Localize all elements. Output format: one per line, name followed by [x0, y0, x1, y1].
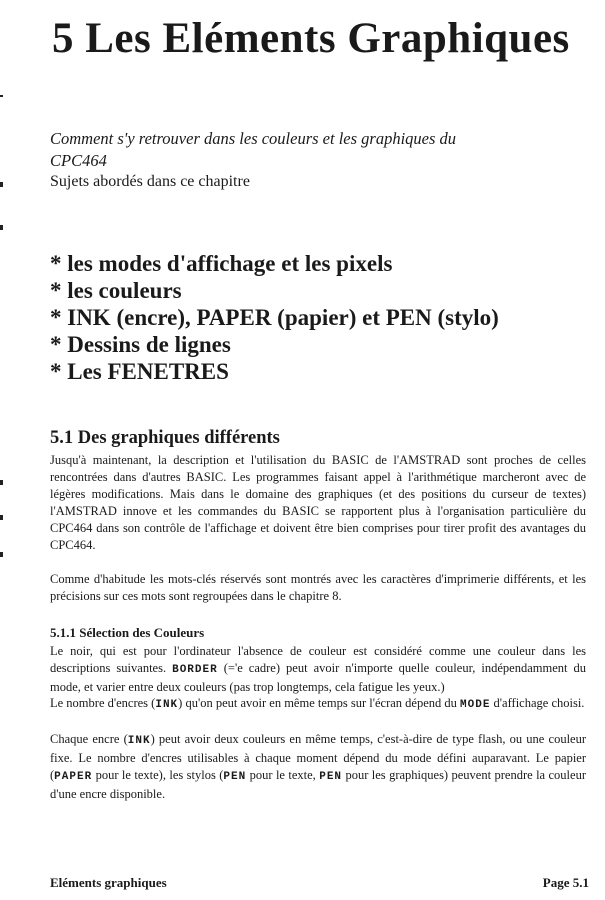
keyword: PEN — [223, 771, 247, 783]
paragraph-text: pour les graphiques) peuvent prendre la couleur d'une encre disponible. — [50, 768, 586, 801]
subsection-paragraph — [50, 695, 586, 714]
intro-line-1: Comment s'y retrouver dans les couleurs et les graphiques du — [50, 129, 457, 148]
paragraph-text: Chaque encre ( — [50, 732, 128, 746]
paragraph-text: Le nombre d'encres ( — [50, 696, 156, 710]
paragraph-text: pour le texte), les stylos ( — [92, 768, 224, 782]
section-heading: 5.1 Des graphiques différents — [50, 428, 280, 448]
paragraph-text: d'affichage choisi. — [490, 696, 585, 710]
topic-list — [50, 250, 499, 385]
chapter-title: 5 Les Eléments Graphiques — [52, 15, 570, 62]
section-paragraph: Comme d'habitude les mots-clés réservés sont montrés avec les caractères d'imprimerie différents, et les précisions sur ces mots sont regroupées dans le chapitre 8. — [50, 572, 586, 603]
topic-item: * Dessins de lignes — [50, 332, 231, 357]
keyword: INK — [155, 699, 179, 711]
paragraph-text: ) peut avoir deux couleurs en même temps, c'est-à-dire de type flash, ou une couleur fixe. Le nombre d'encres utilisables à chaque moment dépend du mode défini auparavant. Le papier ( — [50, 732, 586, 782]
scan-edge-mark — [0, 480, 3, 485]
keyword: PAPER — [54, 771, 93, 783]
subsection-paragraph — [50, 731, 586, 803]
keyword: BORDER — [172, 664, 218, 676]
footer-chapter-name: Eléments graphiques — [50, 875, 167, 890]
topic-item: * INK (encre), PAPER (papier) et PEN (stylo) — [50, 305, 499, 330]
topic-item: * les modes d'affichage et les pixels — [50, 251, 393, 276]
scan-edge-mark — [0, 552, 3, 557]
topic-item: * les couleurs — [50, 278, 182, 303]
footer-page-number: Page 5.1 — [542, 875, 589, 890]
scan-edge-mark — [0, 182, 3, 187]
paragraph-text: pour le texte, — [246, 768, 320, 782]
keyword: MODE — [460, 699, 491, 711]
scan-edge-mark — [0, 225, 3, 230]
keyword: PEN — [319, 771, 343, 783]
subsection-heading: 5.1.1 Sélection des Couleurs — [50, 625, 205, 640]
topic-item: * Les FENETRES — [50, 359, 229, 384]
scan-edge-mark — [0, 515, 3, 520]
paragraph-text: (='e cadre) peut avoir n'importe quelle couleur, indépendamment du mode, et varier entre deux couleurs (pas trop longtemps, cela fatigue les yeux.) — [50, 661, 586, 694]
chapter-intro — [50, 128, 590, 172]
intro-line-2: CPC464 — [50, 151, 107, 170]
scan-edge-mark — [0, 95, 3, 97]
subsection-paragraph — [50, 643, 586, 696]
keyword: INK — [127, 735, 151, 747]
paragraph-text: Le noir, qui est pour l'ordinateur l'absence de couleur est considéré comme une couleur dans les descriptions suivantes. — [50, 644, 586, 675]
subjects-label: Sujets abordés dans ce chapitre — [50, 173, 250, 190]
section-paragraph: Jusqu'à maintenant, la description et l'utilisation du BASIC de l'AMSTRAD sont proches de celles rencontrées dans d'autres BASIC. Les programmes faisant appel à l'arithmétique marcheront avec de légères modifications. Mais dans le domaine des graphiques (et des positions du curseur de textes) l'AMSTRAD innove et les commandes du BASIC se rapportent plus à l'organisation particulière du CPC464 dans son contrôle de l'affichage et doivent être bien comprises pour tirer profit des avantages du CPC464. — [50, 453, 586, 552]
paragraph-text: ) qu'on peut avoir en même temps sur l'écran dépend du — [178, 696, 461, 710]
